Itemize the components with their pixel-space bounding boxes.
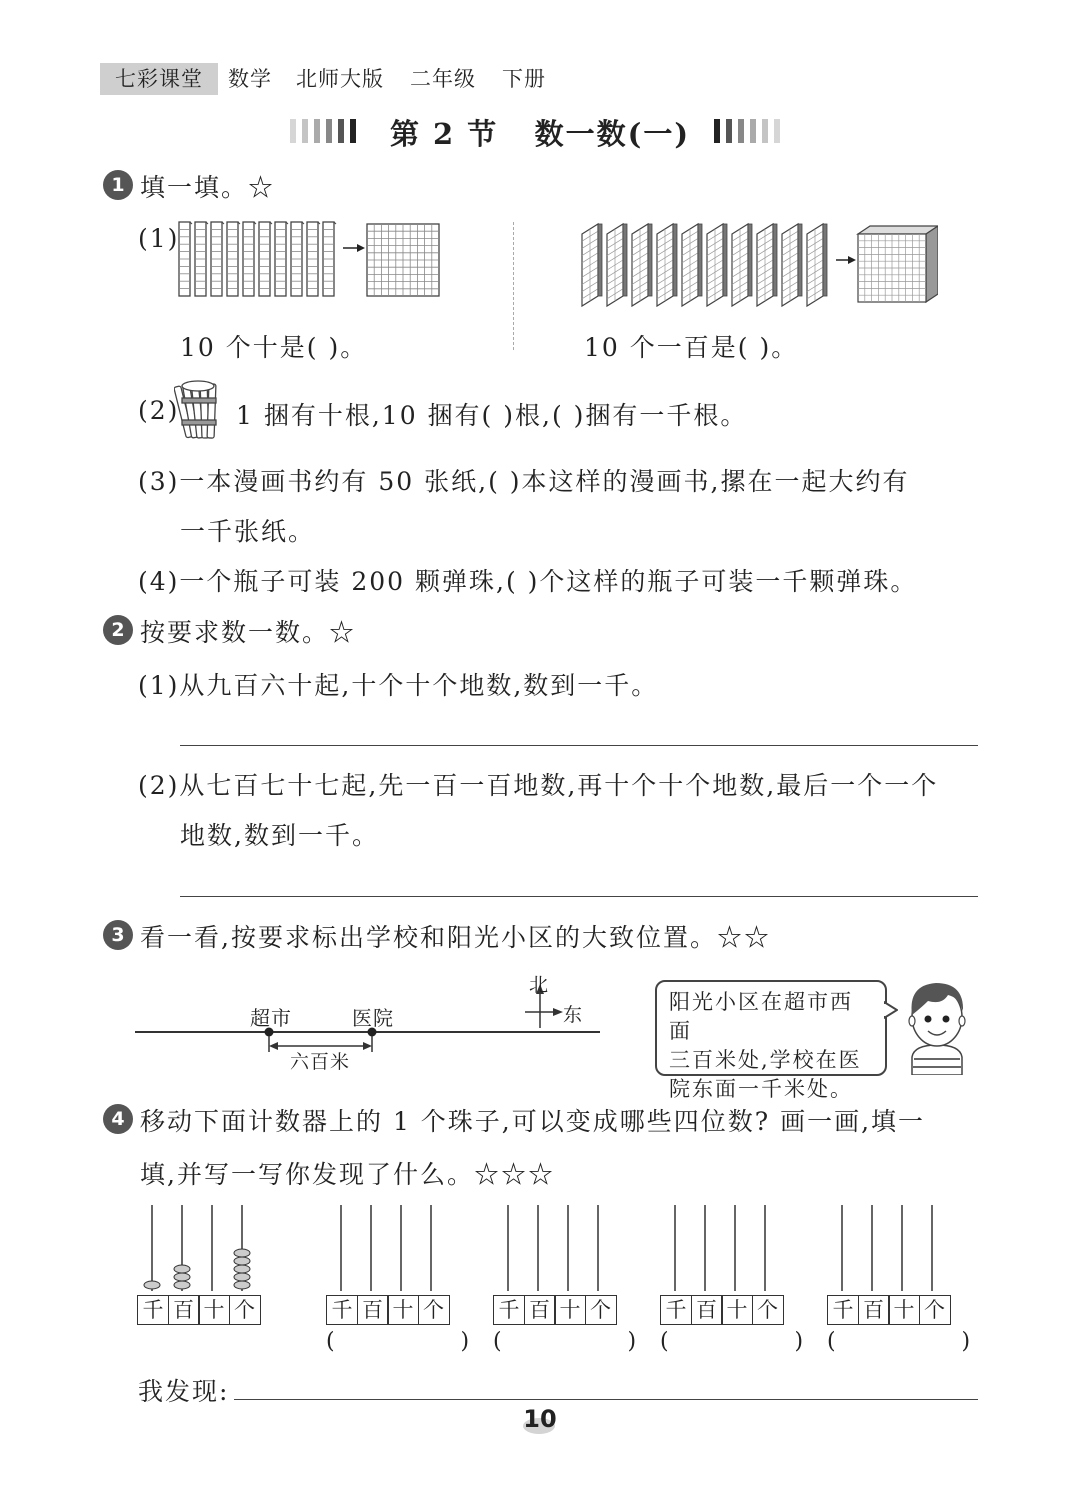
place-label: 百: [858, 1295, 890, 1325]
label-distance: 六百米: [290, 1051, 351, 1073]
abacus-bead: [174, 1265, 190, 1273]
place-label: 千: [493, 1295, 525, 1325]
question-2-number: 2: [103, 615, 133, 645]
bubble-tail: [884, 1000, 898, 1020]
q1-part2-label: (2): [138, 396, 180, 425]
place-label: 个: [418, 1295, 450, 1325]
q2-part2-line1: (2)从七百七十七起,先一百一百地数,再十个十个地数,最后一个一个: [138, 771, 939, 800]
abacus-bead: [174, 1273, 190, 1281]
place-label: 十: [888, 1295, 920, 1325]
question-2-title: 按要求数一数。☆: [140, 618, 357, 647]
abacus-rods: [326, 1205, 450, 1291]
question-3-title: 看一看,按要求标出学校和阳光小区的大致位置。☆☆: [140, 923, 771, 952]
abacus-bead: [174, 1281, 190, 1289]
label-hospital: 医院: [352, 1006, 394, 1030]
label-east: 东: [563, 1004, 583, 1026]
header-grade: 二年级: [410, 67, 476, 91]
place-label: 百: [524, 1295, 556, 1325]
q1-part1-right-text: 10 个一百是( )。: [584, 333, 799, 362]
question-1-number: 1: [103, 170, 133, 200]
answer-blank[interactable]: ( ): [827, 1329, 971, 1354]
q1-part3-line1: (3)一本漫画书约有 50 张纸,( )本这样的漫画书,摞在一起大约有: [138, 467, 910, 496]
boy-avatar: [898, 975, 976, 1075]
place-label: 十: [554, 1295, 586, 1325]
place-label: 个: [585, 1295, 617, 1325]
q2-part1-answer-line[interactable]: [180, 745, 978, 746]
finding-answer-line[interactable]: [234, 1399, 978, 1400]
place-label: 千: [827, 1295, 859, 1325]
q1-part2-text: 1 捆有十根,10 捆有( )根,( )捆有一千根。: [236, 401, 748, 430]
place-label: 个: [752, 1295, 784, 1325]
abacus-place-labels: [139, 1295, 262, 1325]
header-subject: 数学: [228, 67, 272, 91]
place-label: 十: [198, 1295, 230, 1325]
label-north: 北: [529, 974, 549, 996]
abacus-bead: [234, 1281, 250, 1289]
abacus-bead: [144, 1281, 160, 1289]
ten-rods-to-hundred-icon: [175, 218, 445, 302]
q2-part2-line2: 地数,数到一千。: [180, 821, 379, 850]
header-volume: 下册: [502, 67, 546, 91]
abacus-place-labels: [829, 1295, 971, 1325]
title-bars-right: [714, 119, 780, 143]
question-3-number: 3: [103, 920, 133, 950]
header-edition: 北师大版: [296, 67, 384, 91]
place-label: 百: [357, 1295, 389, 1325]
abacus-rods: [493, 1205, 617, 1291]
place-label: 个: [919, 1295, 951, 1325]
answer-blank[interactable]: ( ): [326, 1329, 470, 1354]
place-label: 十: [721, 1295, 753, 1325]
place-label: 十: [387, 1295, 419, 1325]
place-label: 个: [229, 1295, 261, 1325]
page-title: [0, 112, 1080, 153]
place-label: 百: [691, 1295, 723, 1325]
q1-part4-text: (4)一个瓶子可装 200 颗弹珠,( )个这样的瓶子可装一千颗弹珠。: [138, 567, 918, 596]
q2-part2-answer-line[interactable]: [180, 896, 978, 897]
abacus-bead: [234, 1257, 250, 1265]
question-4-title-line2: 填,并写一写你发现了什么。☆☆☆: [140, 1160, 555, 1189]
abacus-place-labels: [495, 1295, 637, 1325]
speech-bubble: [655, 980, 887, 1101]
q1-part1-label: (1): [138, 224, 180, 253]
q1-part3-line2: 一千张纸。: [180, 517, 316, 546]
abacus-example: [137, 1205, 261, 1325]
abacus-bead: [234, 1249, 250, 1257]
place-label: 百: [168, 1295, 200, 1325]
abacus-place-labels: [662, 1295, 804, 1325]
finding-label: 我发现:: [138, 1377, 230, 1406]
answer-blank[interactable]: ( ): [493, 1329, 637, 1354]
place-label: 千: [660, 1295, 692, 1325]
section-number: 第 2 节: [389, 117, 499, 151]
abacus-rods: [827, 1205, 951, 1291]
question-4-number: 4: [103, 1104, 133, 1134]
q2-part1-text: (1)从九百六十起,十个十个地数,数到一千。: [138, 671, 659, 700]
section-name: 数一数(一): [534, 117, 691, 151]
label-supermarket: 超市: [250, 1006, 292, 1030]
bubble-line: 阳光小区在超市西面: [669, 990, 853, 1043]
divider: [513, 222, 514, 350]
abacus-rods: [137, 1205, 261, 1291]
header-brand: 七彩课堂: [100, 63, 218, 95]
abacus-blank-3[interactable]: [660, 1205, 803, 1354]
abacus-blank-2[interactable]: [493, 1205, 636, 1354]
place-label: 千: [326, 1295, 358, 1325]
ten-hundreds-to-thousand-icon: [578, 218, 938, 308]
abacus-bead: [234, 1265, 250, 1273]
answer-blank[interactable]: ( ): [660, 1329, 804, 1354]
question-4-title-line1: 移动下面计数器上的 1 个珠子,可以变成哪些四位数? 画一画,填一: [140, 1107, 926, 1136]
stick-bundle-icon: [174, 376, 226, 442]
q1-part1-left-text: 10 个十是( )。: [180, 333, 368, 362]
place-label: 千: [137, 1295, 169, 1325]
abacus-rods: [660, 1205, 784, 1291]
question-1-title: 填一填。☆: [140, 173, 276, 202]
abacus-place-labels: [328, 1295, 470, 1325]
page-number: 10: [523, 1405, 557, 1433]
abacus-blank-4[interactable]: [827, 1205, 970, 1354]
abacus-blank-1[interactable]: [326, 1205, 469, 1354]
abacus-bead: [234, 1273, 250, 1281]
bubble-line: 三百米处,学校在医: [669, 1048, 862, 1072]
bubble-line: 院东面一千米处。: [669, 1077, 853, 1101]
